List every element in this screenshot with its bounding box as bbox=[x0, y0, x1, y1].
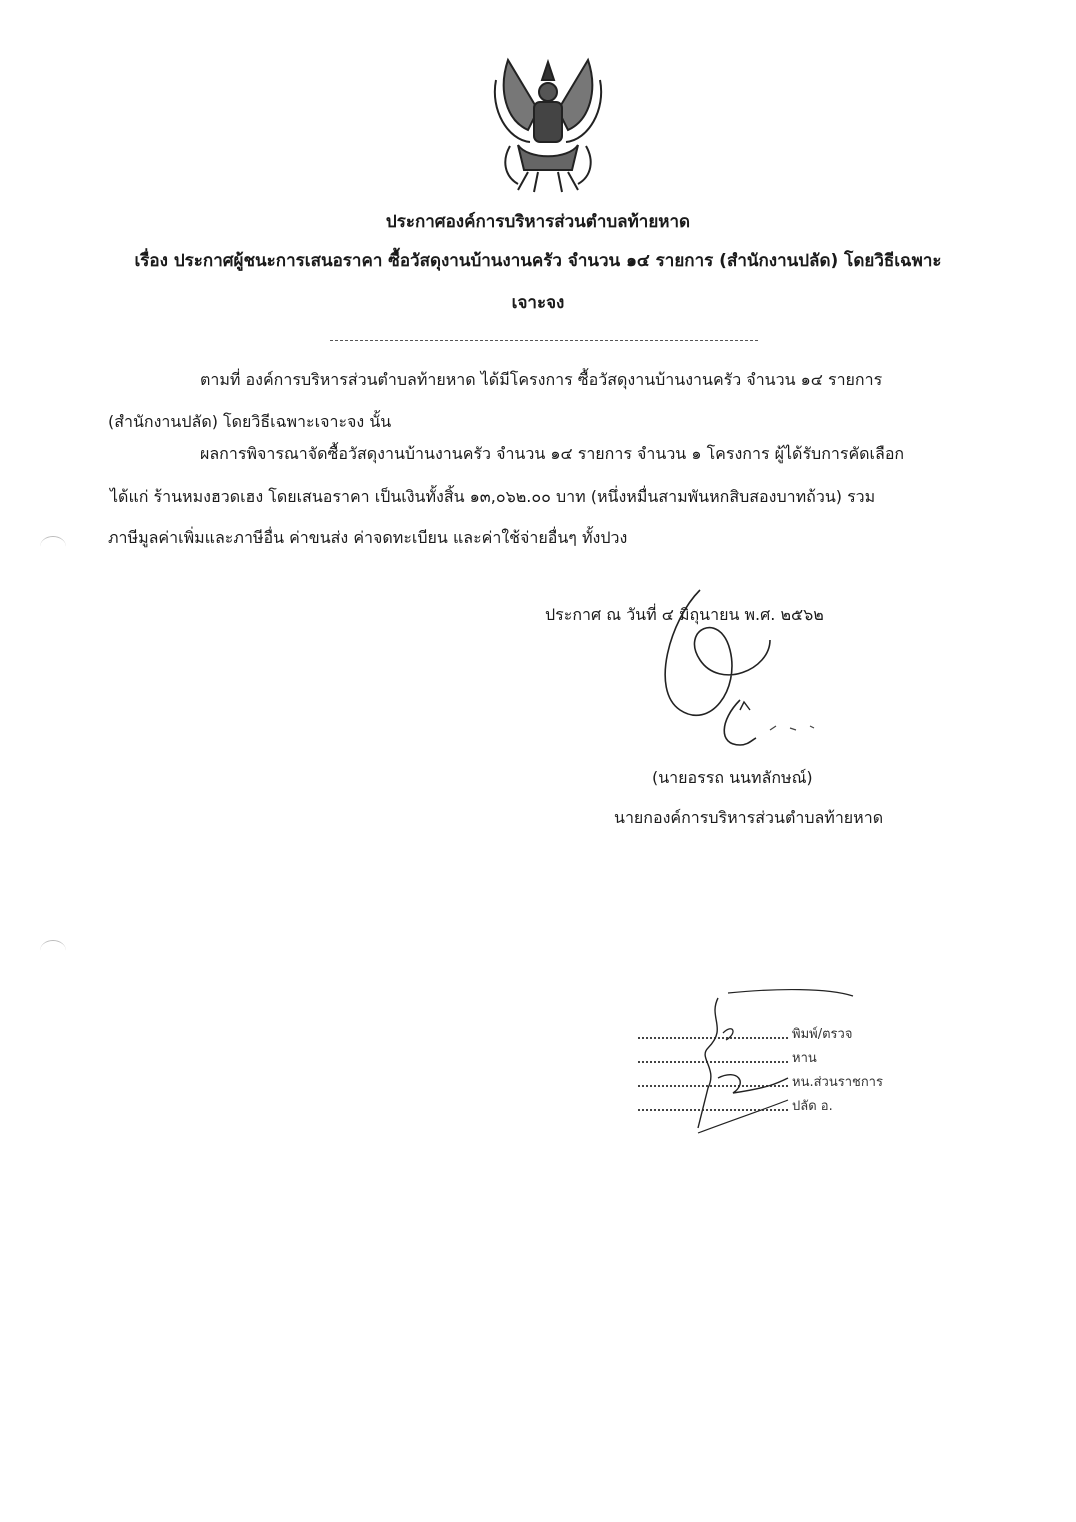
paragraph-1-line-1: ตามที่ องค์การบริหารส่วนตำบลท้ายหาด ได้มีโครงการ ซื้อวัสดุงานบ้านงานครัว จำนวน ๑๔ รายการ bbox=[200, 370, 883, 389]
divider bbox=[330, 340, 758, 341]
garuda-emblem-icon bbox=[488, 50, 608, 200]
paragraph-1-line-2: (สำนักงานปลัด) โดยวิธีเฉพาะเจาะจง นั้น bbox=[108, 412, 392, 431]
paragraph-2-line-3: ภาษีมูลค่าเพิ่มและภาษีอื่น ค่าขนส่ง ค่าจดทะเบียน และค่าใช้จ่ายอื่นๆ ทั้งปวง bbox=[108, 528, 628, 547]
organization-title: ประกาศองค์การบริหารส่วนตำบลท้ายหาด bbox=[385, 212, 691, 232]
initials-label: ปลัด อ. bbox=[792, 1099, 833, 1114]
signer-position: นายกองค์การบริหารส่วนตำบลท้ายหาด bbox=[614, 808, 884, 827]
handwritten-signature-icon bbox=[640, 580, 900, 760]
announcement-date: ประกาศ ณ วันที่ ๔ มิถุนายน พ.ศ. ๒๕๖๒ bbox=[545, 605, 824, 624]
punch-hole bbox=[40, 536, 66, 557]
signer-name: (นายอรรถ นนทลักษณ์) bbox=[652, 768, 813, 787]
paragraph-2-line-1: ผลการพิจารณาจัดซื้อวัสดุงานบ้านงานครัว จำนวน ๑๔ รายการ จำนวน ๑ โครงการ ผู้ได้รับการคัดเลือก bbox=[200, 444, 905, 463]
initials-signature-icon bbox=[678, 988, 858, 1138]
initials-label: หน.ส่วนราชการ bbox=[792, 1075, 883, 1090]
initials-label: พิมพ์/ตรวจ bbox=[792, 1027, 853, 1042]
paragraph-2-line-2: ได้แก่ ร้านหมงฮวดเฮง โดยเสนอราคา เป็นเงินทั้งสิ้น ๑๓,๐๖๒.๐๐ บาท (หนึ่งหมื่นสามพันหกสิบสองบาทถ้วน) รวม bbox=[110, 487, 876, 506]
subject-line: เรื่อง ประกาศผู้ชนะการเสนอราคา ซื้อวัสดุงานบ้านงานครัว จำนวน ๑๔ รายการ (สำนักงานปลัด) โดยวิธีเฉพาะ bbox=[134, 251, 942, 271]
punch-hole bbox=[40, 940, 66, 961]
subject-line-continuation: เจาะจง bbox=[511, 293, 565, 313]
initials-label: หาน bbox=[792, 1051, 817, 1066]
